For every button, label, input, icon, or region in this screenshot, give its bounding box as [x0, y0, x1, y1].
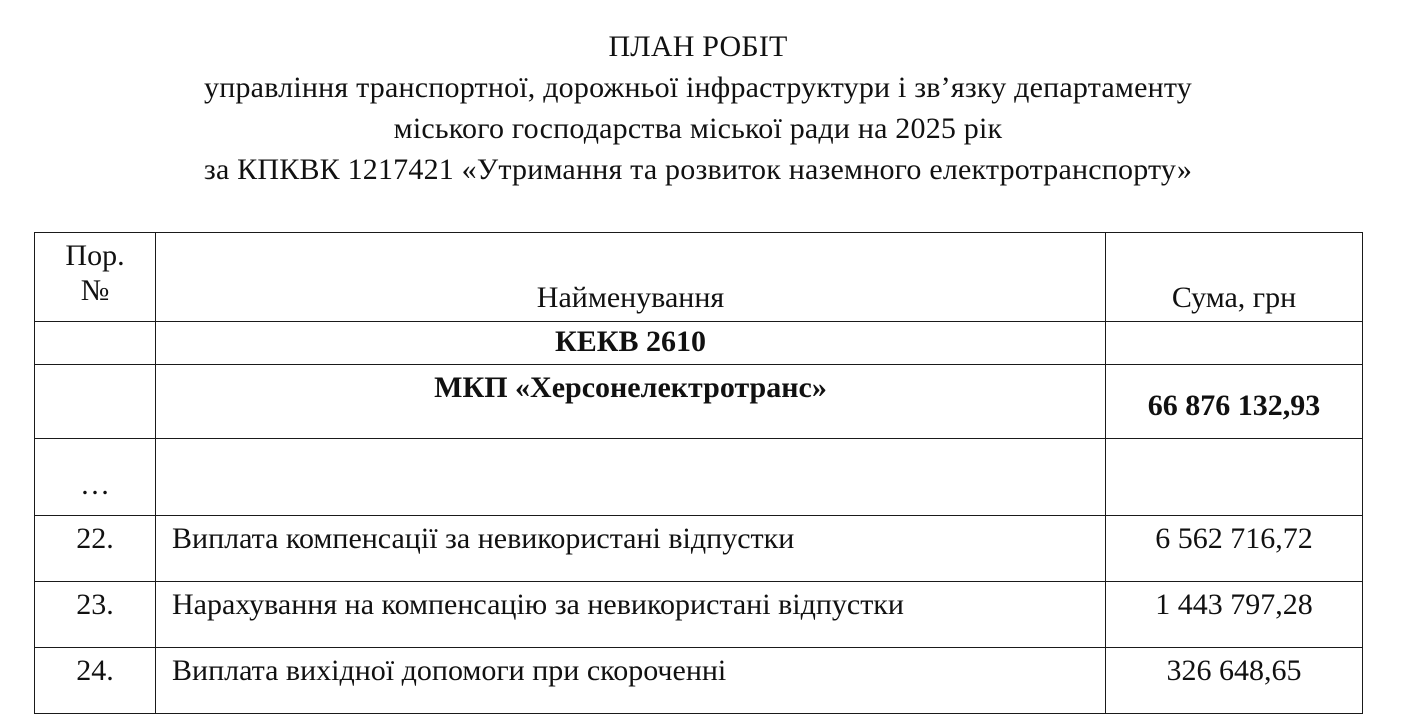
row-number: 23. — [35, 582, 156, 648]
ellipsis-row — [35, 439, 1363, 516]
table-row — [35, 582, 1363, 648]
table-row — [35, 516, 1363, 582]
document-heading — [0, 26, 1396, 190]
organization-total-sum: 66 876 132,93 — [1106, 365, 1363, 439]
row-name: Виплата вихідної допомоги при скороченні — [156, 648, 1106, 714]
kekv-number-cell — [35, 322, 156, 365]
header-name-label: Найменування — [536, 281, 725, 314]
ellipsis-sum-cell — [1106, 439, 1363, 516]
ellipsis-marker: … — [35, 439, 156, 516]
row-sum: 326 648,65 — [1106, 648, 1363, 714]
header-number-symbol: № — [80, 274, 110, 307]
row-number: 24. — [35, 648, 156, 714]
header-sum-label: Сума, грн — [1171, 281, 1297, 314]
kekv-row — [35, 322, 1363, 365]
ellipsis-name-cell — [156, 439, 1106, 516]
kekv-label: КЕКВ 2610 — [156, 322, 1106, 365]
kekv-sum-cell — [1106, 322, 1363, 365]
row-name: Нарахування на компенсацію за невикористані відпустки — [156, 582, 1106, 648]
row-name: Виплата компенсації за невикористані відпустки — [156, 516, 1106, 582]
header-number-cell — [35, 233, 156, 322]
document-title: ПЛАН РОБІТ — [608, 30, 788, 63]
header-name-cell — [156, 233, 1106, 322]
document-subtitle-line-1: управління транспортної, дорожньої інфраструктури і зв’язку департаменту — [204, 71, 1192, 104]
organization-name: МКП «Херсонелектротранс» — [156, 365, 1106, 439]
document-subtitle-line-3: за КПКВК 1217421 «Утримання та розвиток наземного електротранспорту» — [203, 153, 1193, 186]
document-subtitle-line-2: міського господарства міської ради на 2025 рік — [393, 112, 1003, 145]
row-number: 22. — [35, 516, 156, 582]
work-plan-table — [34, 232, 1363, 714]
organization-number-cell — [35, 365, 156, 439]
header-number-label: Пор. — [65, 239, 125, 272]
organization-row — [35, 365, 1363, 439]
table-row — [35, 648, 1363, 714]
row-sum: 6 562 716,72 — [1106, 516, 1363, 582]
row-sum: 1 443 797,28 — [1106, 582, 1363, 648]
table-header-row — [35, 233, 1363, 322]
header-sum-cell — [1106, 233, 1363, 322]
